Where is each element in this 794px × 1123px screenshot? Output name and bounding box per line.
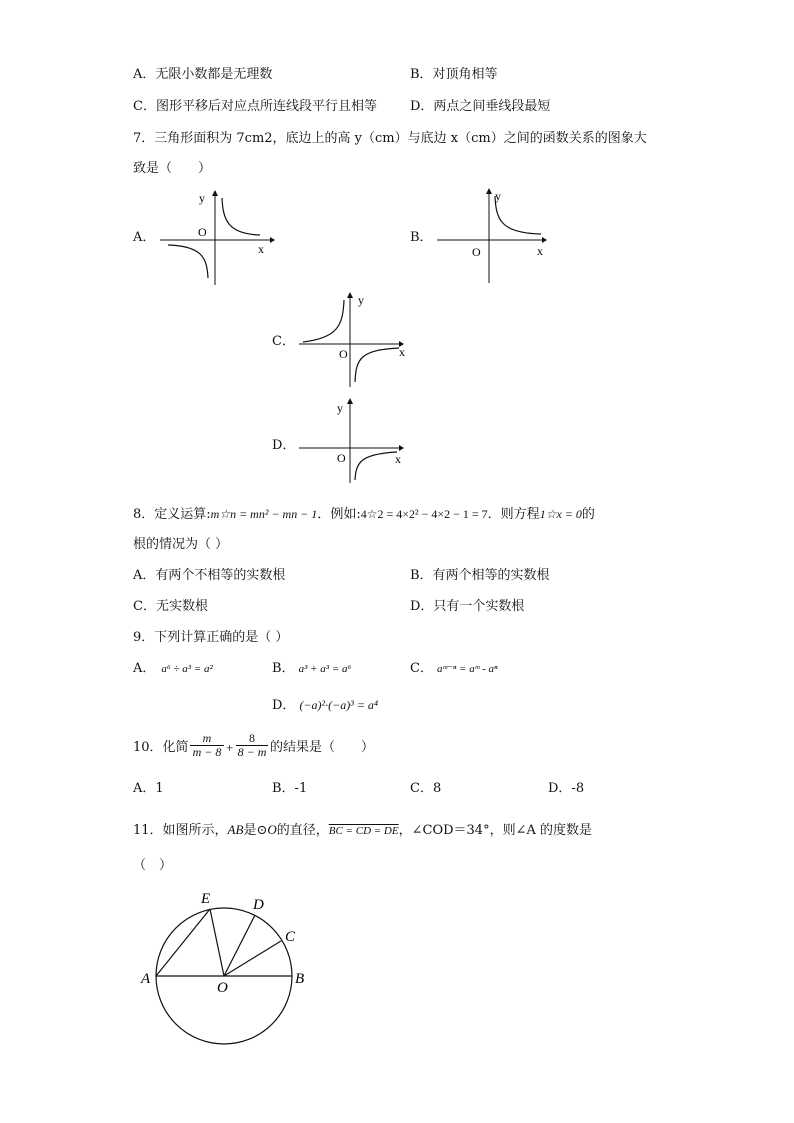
q9-stem: 9．下列计算正确的是（ ） <box>133 630 289 645</box>
q7-d-y-label: y <box>337 401 343 415</box>
q11-o: O <box>267 822 277 837</box>
q7-a-x-label: x <box>258 242 264 256</box>
q9-option-c <box>410 661 497 677</box>
q7-d-origin: O <box>337 451 346 465</box>
q10-prefix: 10．化简 <box>133 740 189 755</box>
q7-graph-d <box>299 398 414 488</box>
q7-label-b: B． <box>410 230 433 245</box>
point-e-label: E <box>201 891 211 907</box>
q11-ab: AB <box>227 822 244 837</box>
point-a-label: A <box>141 971 151 987</box>
q8-stem-line1 <box>133 506 595 523</box>
q9-b-expr: a³ + a³ = a⁶ <box>298 663 352 675</box>
q6-option-d: D．两点之间垂线段最短 <box>410 99 551 114</box>
q11-mid2: 的直径， <box>276 823 329 838</box>
q10-fraction-1 <box>190 732 224 759</box>
q9-d-label: D． <box>272 698 296 713</box>
q8-option-a: A．有两个不相等的实数根 <box>133 568 286 583</box>
q6-option-b: B．对顶角相等 <box>410 67 498 82</box>
q11-circle-figure <box>135 885 315 1045</box>
q8-option-b: B．有两个相等的实数根 <box>410 568 550 583</box>
q11-stem-line1 <box>133 822 592 839</box>
q8-eq-prefix: ．则方程 <box>487 507 540 522</box>
point-b-label: B <box>295 971 305 987</box>
q9-d-expr: (−a)²·(−a)³ = a⁴ <box>299 698 379 712</box>
q7-label-c: C． <box>272 334 295 349</box>
q9-option-b <box>272 661 351 677</box>
q11-arcs: BC = CD = DE <box>328 825 399 837</box>
q8-stem-line2: 根的情况为（ ） <box>133 537 229 552</box>
radius-oe <box>210 909 224 976</box>
q10-frac1-numerator: m <box>202 731 212 745</box>
q7-stem-line2: 致是（ ） <box>133 161 212 176</box>
q10-plus: + <box>226 740 234 755</box>
q10-frac1-denominator: m − 8 <box>190 745 224 759</box>
q9-option-a <box>133 661 213 677</box>
q9-c-expr: aᵐ⁻ⁿ = aᵐ - aⁿ <box>436 663 498 675</box>
q10-option-a: A．1 <box>133 781 164 796</box>
q8-equation: 1☆x = 0 <box>539 507 582 521</box>
q11-mid: 是⊙ <box>243 823 268 838</box>
q7-c-x-label: x <box>399 345 405 359</box>
q10-frac2-numerator: 8 <box>249 731 255 745</box>
point-c-label: C <box>285 929 296 945</box>
q10-option-b: B．-1 <box>272 781 308 796</box>
q10-frac2-denominator: 8 − m <box>237 745 267 759</box>
q7-graph-c <box>299 292 414 387</box>
chord-ae <box>156 909 210 976</box>
q7-a-origin: O <box>198 225 207 239</box>
q7-b-origin: O <box>472 245 481 259</box>
q10-option-c: C．8 <box>410 781 442 796</box>
q7-c-origin: O <box>339 347 348 361</box>
q9-a-expr: a⁶ ÷ a³ = a² <box>161 663 213 675</box>
q9-a-label: A． <box>133 661 156 676</box>
q10-suffix: 的结果是（ ） <box>270 740 375 755</box>
q11-angle: ，∠COD＝34°，则∠A 的度数是 <box>398 823 592 838</box>
q9-b-label: B． <box>272 661 295 676</box>
q9-option-d <box>272 697 378 714</box>
q7-c-y-label: y <box>358 293 364 307</box>
q11-prefix: 11．如图所示， <box>133 823 228 838</box>
point-d-label: D <box>253 897 264 913</box>
q8-suffix: 的 <box>581 507 595 522</box>
q9-c-label: C． <box>410 661 433 676</box>
q6-option-a: A．无限小数都是无理数 <box>133 67 273 82</box>
q8-option-d: D．只有一个实数根 <box>410 599 525 614</box>
q10-option-d: D．-8 <box>548 781 585 796</box>
q7-label-a: A． <box>133 230 156 245</box>
q10-fraction-2 <box>236 732 268 759</box>
point-o-label: O <box>217 980 228 996</box>
q7-graph-a <box>160 190 275 285</box>
q7-label-d: D． <box>272 438 296 453</box>
q6-option-c: C．图形平移后对应点所连线段平行且相等 <box>133 99 377 114</box>
q8-example: 4☆2 = 4×2² − 4×2 − 1 = 7 <box>360 507 488 521</box>
q7-a-y-label: y <box>199 191 205 205</box>
q7-d-x-label: x <box>395 452 401 466</box>
q8-option-c: C．无实数根 <box>133 599 208 614</box>
q7-graph-b <box>437 188 552 283</box>
q7-stem-line1: 7．三角形面积为 7cm2，底边上的高 y（cm）与底边 x（cm）之间的函数关系的图象大 <box>133 131 647 146</box>
q8-example-prefix: ．例如: <box>317 507 361 522</box>
q7-b-x-label: x <box>537 244 543 258</box>
q8-prefix: 8．定义运算: <box>133 507 211 522</box>
q11-stem-line2: （ ） <box>133 858 173 873</box>
q8-formula: m☆n = mn² − mn − 1 <box>210 507 318 521</box>
q7-b-y-label: y <box>495 189 501 203</box>
